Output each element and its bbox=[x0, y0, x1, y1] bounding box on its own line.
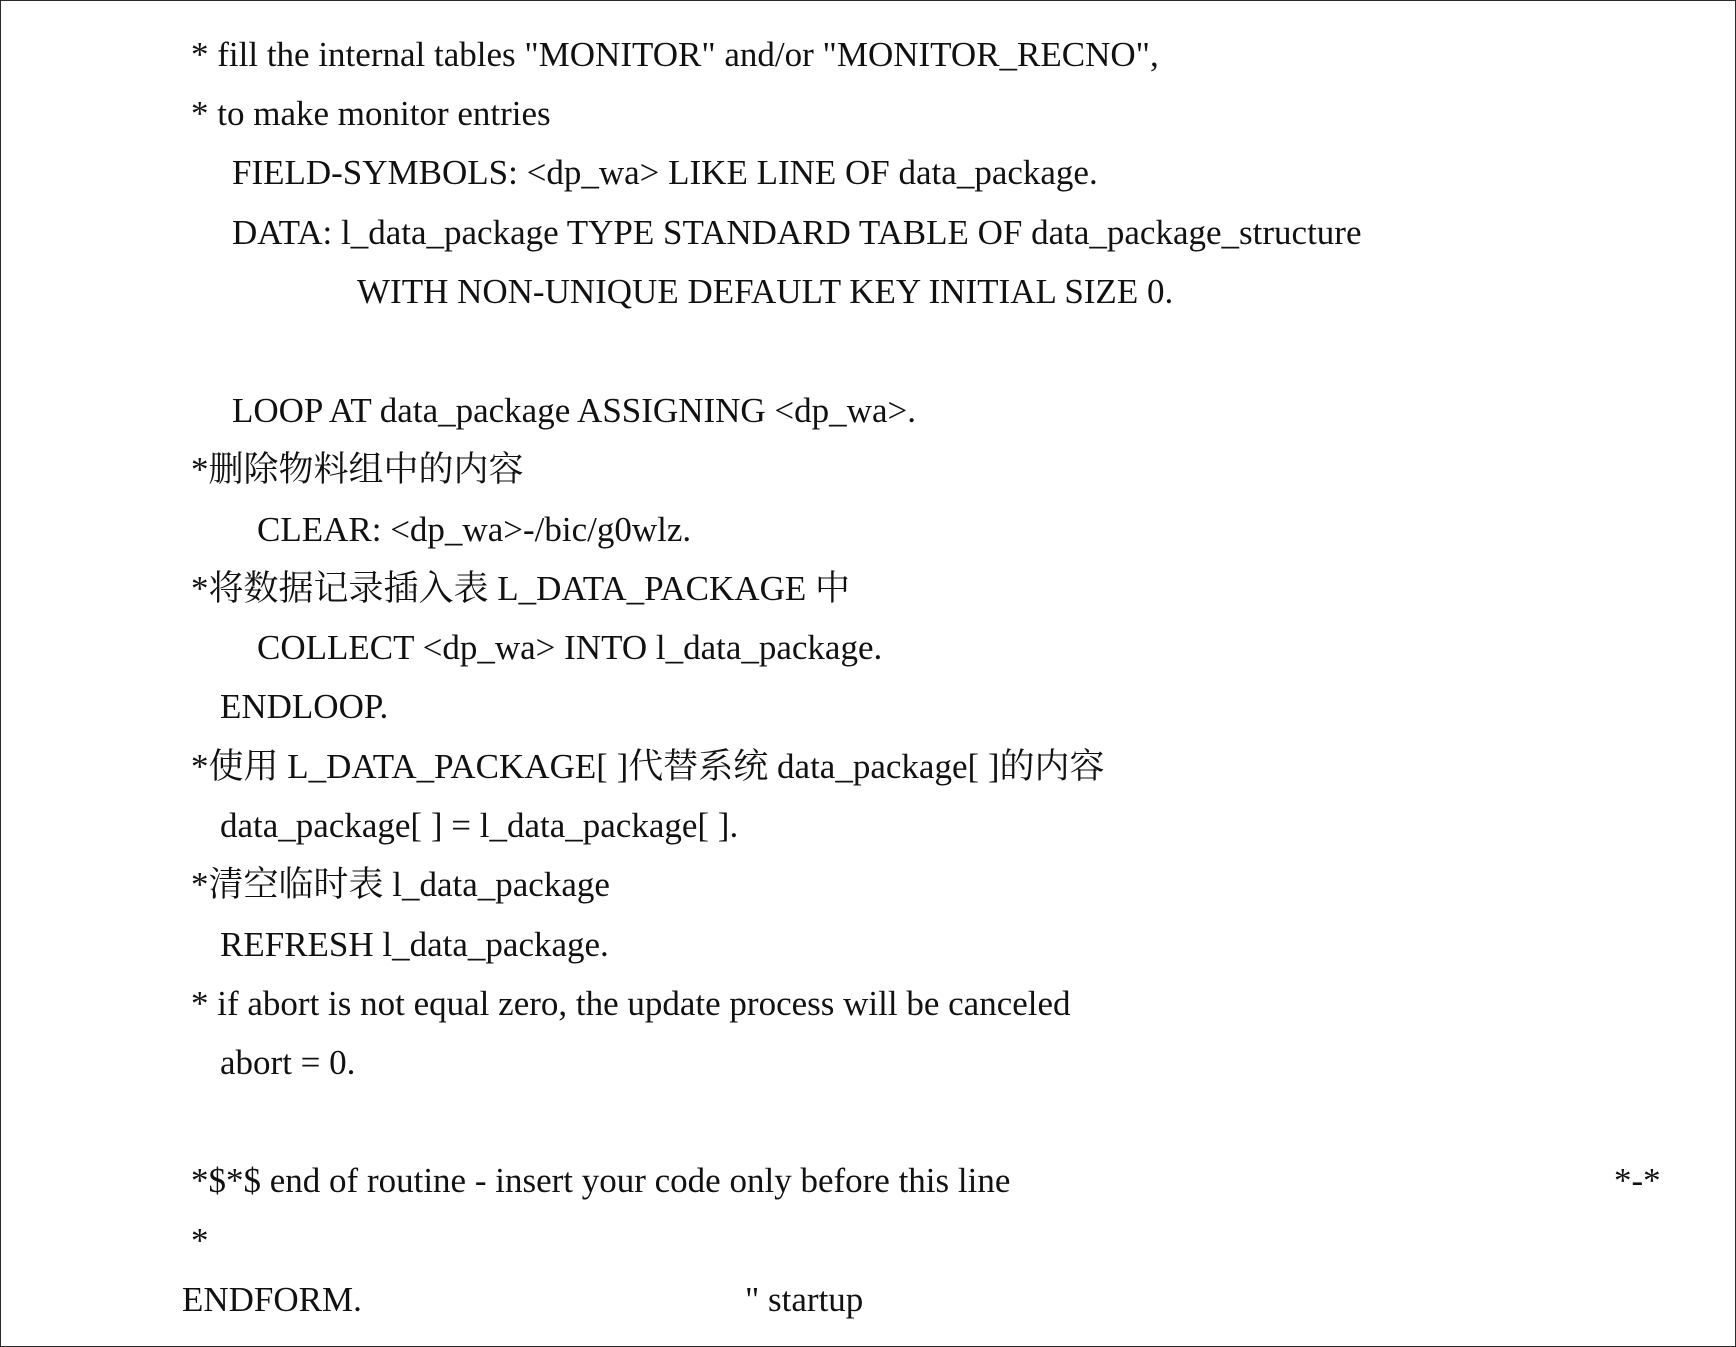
code-line: *将数据记录插入表 L_DATA_PACKAGE 中 bbox=[191, 569, 850, 608]
code-line: LOOP AT data_package ASSIGNING <dp_wa>. bbox=[232, 391, 916, 430]
code-line: * bbox=[191, 1221, 209, 1260]
code-line: ENDFORM. bbox=[182, 1280, 362, 1319]
code-line: *删除物料组中的内容 bbox=[191, 450, 524, 489]
code-line: REFRESH l_data_package. bbox=[220, 925, 609, 964]
code-line: " startup bbox=[745, 1280, 864, 1319]
code-line: CLEAR: <dp_wa>-/bic/g0wlz. bbox=[257, 510, 692, 549]
code-line: *$*$ end of routine - insert your code only before this line bbox=[191, 1161, 1011, 1200]
code-line: ENDLOOP. bbox=[220, 687, 389, 726]
code-line: *清空临时表 l_data_package bbox=[191, 865, 610, 904]
code-line: *使用 L_DATA_PACKAGE[ ]代替系统 data_package[ ]的内容 bbox=[191, 747, 1105, 786]
code-line: * fill the internal tables "MONITOR" and/or "MONITOR_RECNO", bbox=[191, 35, 1159, 74]
code-line: data_package[ ] = l_data_package[ ]. bbox=[220, 806, 739, 845]
code-line: COLLECT <dp_wa> INTO l_data_package. bbox=[257, 628, 883, 667]
code-line: * if abort is not equal zero, the update process will be canceled bbox=[191, 984, 1071, 1023]
code-line: WITH NON-UNIQUE DEFAULT KEY INITIAL SIZE 0. bbox=[357, 272, 1174, 311]
code-line: abort = 0. bbox=[220, 1043, 356, 1082]
code-line: * to make monitor entries bbox=[191, 94, 551, 133]
code-line: FIELD-SYMBOLS: <dp_wa> LIKE LINE OF data_package. bbox=[232, 153, 1098, 192]
code-line: DATA: l_data_package TYPE STANDARD TABLE OF data_package_structure bbox=[232, 213, 1362, 252]
code-line: *-* bbox=[1614, 1161, 1661, 1200]
